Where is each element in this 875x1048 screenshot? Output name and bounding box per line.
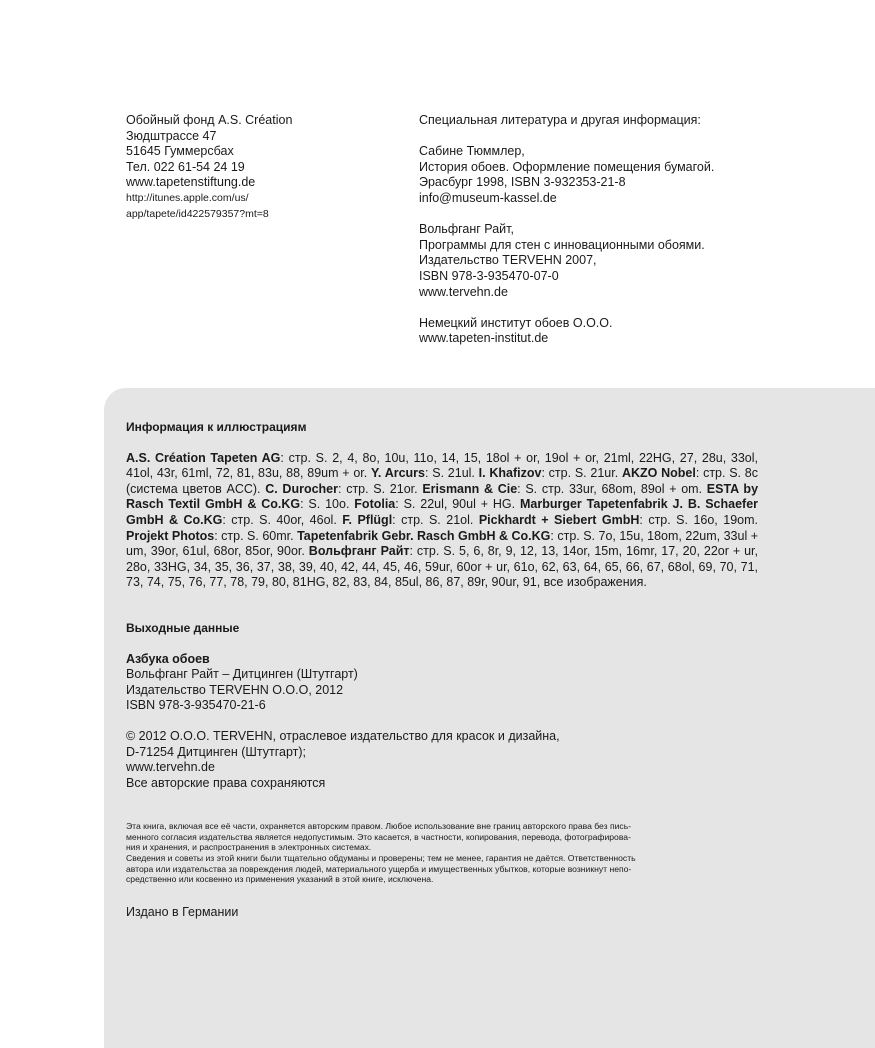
illustrations-heading: Информация к иллюстрациям: [126, 420, 307, 434]
credit-source: Marburger Tapetenfabrik J. B. Schaefer GmbH & Co.KG: [126, 497, 759, 527]
itunes-link-line-1[interactable]: http://itunes.apple.com/us/: [126, 191, 249, 204]
literature-book-2: Программы для стен с инновационными обоями.: [419, 237, 705, 252]
institute-name: Немецкий институт обоев О.О.О.: [419, 315, 613, 330]
legal-line: Сведения и советы из этой книги были тщательно обдуманы и проверены; тем не менее, гарантия не даётся. Ответственность: [126, 853, 636, 864]
city-address: 51645 Гуммерсбах: [126, 144, 234, 159]
institute-website[interactable]: www.tapeten-institut.de: [419, 331, 549, 346]
credit-pages: : стр. S. 21ol.: [392, 512, 479, 527]
imprint-heading: Выходные данные: [126, 620, 240, 635]
literature-title: Специальная литература и другая информация:: [419, 113, 701, 127]
literature-isbn-2: ISBN 978-3-935470-07-0: [419, 268, 559, 283]
website-link[interactable]: www.tapetenstiftung.de: [126, 175, 256, 190]
copyright-address: D-71254 Дитцинген (Штутгарт);: [126, 744, 306, 759]
literature-publication-1: Эрасбург 1998, ISBN 3-932353-21-8: [419, 175, 626, 190]
credit-source: Y. Arcurs: [370, 466, 425, 481]
contact-column: [126, 113, 396, 222]
literature-website-2[interactable]: www.tervehn.de: [419, 284, 508, 299]
legal-line: менного согласия издательства является недопустимым. Это касается, в частности, копирования, перевода, фотографирова-: [126, 831, 631, 842]
credit-source: ESTA by Rasch Textil GmbH & Co.KG: [126, 481, 759, 512]
credit-source: Pickhardt + Siebert GmbH: [478, 512, 640, 527]
credit-source: F. Pflügl: [342, 512, 393, 527]
literature-author-1: Сабине Тюммлер,: [419, 144, 525, 159]
credit-source: C. Durocher: [265, 481, 339, 496]
literature-email-1[interactable]: info@museum-kassel.de: [419, 190, 557, 205]
credit-pages: : стр. S. 7o, 15u, 18om, 22um, 33ul + um, 39or, 61ul, 68or, 85or, 90or.: [126, 528, 758, 559]
credit-source: Erismann & Cie: [422, 481, 518, 496]
literature-author-2: Вольфганг Райт,: [419, 222, 514, 237]
credit-source: Tapetenfabrik Gebr. Rasch GmbH & Co.KG: [297, 528, 551, 543]
credits-panel: [104, 388, 875, 1048]
imprint-details: [126, 652, 758, 714]
legal-disclaimer: [126, 821, 758, 885]
credit-pages: : стр. S. 5, 6, 8r, 9, 12, 13, 14or, 15m, 16mr, 17, 20, 22or + ur, 28o, 33HG, 34, 35, 36, 37, 38, 39, 40, 42, 44, 45, 46, 59ur, 60or + ur, 61o, 62, 63, 64, 65, 66, 67, 68ol, 69, 70, 71, 73, 74, 75, 76, 77, 78, 79, 80, 81HG, 82, 83, 84, 85ul, 86, 87, 89r, 90ur, 91, все изображения.: [126, 544, 758, 590]
credit-source: I. Khafizov: [478, 466, 542, 481]
credit-pages: : S. 21ul.: [425, 466, 479, 481]
credit-source: Projekt Photos: [126, 528, 215, 543]
credit-pages: : стр. S. 60mr.: [214, 528, 298, 543]
street-address: Зюдштрассе 47: [126, 128, 217, 143]
literature-book-1: История обоев. Оформление помещения бумагой.: [419, 159, 715, 174]
imprint-author: Вольфганг Райт – Дитцинген (Штутгарт): [126, 667, 358, 682]
printed-in: Издано в Германии: [126, 904, 239, 919]
itunes-link-line-2[interactable]: app/tapete/id422579357?mt=8: [126, 207, 269, 220]
literature-column: [419, 113, 839, 347]
copyright-notice: [126, 729, 758, 791]
credit-source: AKZO Nobel: [621, 466, 696, 481]
legal-line: Эта книга, включая все её части, охраняется авторским правом. Любое использование вне границ авторского права без пись-: [126, 821, 632, 832]
credit-pages: : стр. S. 40or, 46ol.: [222, 512, 343, 527]
credit-source: Вольфганг Райт: [308, 544, 410, 559]
legal-line: ния и хранения, и распространения в электронных системах.: [126, 842, 372, 853]
copyright-line: © 2012 О.О.О. TERVEHN, отраслевое издательство для красок и дизайна,: [126, 728, 560, 743]
book-title: Азбука обоев: [126, 651, 210, 666]
credit-pages: : стр. S. 16o, 19om.: [639, 512, 758, 527]
credit-pages: : S. 22ul, 90ul + HG.: [395, 497, 520, 512]
phone-number: Тел. 022 61-54 24 19: [126, 159, 245, 174]
credit-pages: : S. 10o.: [300, 497, 355, 512]
copyright-rights: Все авторские права сохраняются: [126, 775, 326, 790]
foundation-name: Обойный фонд A.S. Création: [126, 113, 293, 127]
imprint-isbn: ISBN 978-3-935470-21-6: [126, 698, 266, 713]
copyright-website[interactable]: www.tervehn.de: [126, 760, 215, 775]
credit-pages: : стр. S. 8c (система цветов ACC).: [126, 466, 758, 496]
credit-pages: : стр. S. 21or.: [338, 481, 423, 496]
imprint-publisher: Издательство TERVEHN О.О.О, 2012: [126, 682, 344, 697]
legal-line: средственно или косвенно из применения указаний в этой книге, исключена.: [126, 874, 434, 885]
credit-pages: : стр. S. 2, 4, 8o, 10u, 11o, 14, 15, 18ol + or, 19ol + or, 21ml, 22HG, 27, 28u, 33ol, 41ol, 43r, 61ml, 72, 81, 83u, 88, 89um + or.: [126, 450, 759, 481]
credit-pages: : стр. S. 21ur.: [541, 466, 622, 481]
literature-publisher-2: Издательство TERVEHN 2007,: [419, 253, 597, 268]
credit-source: Fotolia: [354, 497, 396, 512]
credit-source: A.S. Création Tapeten AG: [126, 450, 281, 465]
illustration-credits: [126, 451, 758, 591]
credit-pages: : S. стр. 33ur, 68om, 89ol + om.: [517, 481, 707, 496]
legal-line: автора или издательства за повреждения людей, материального ущерба и имущественных убытков, которые возникнут непо-: [126, 863, 632, 874]
